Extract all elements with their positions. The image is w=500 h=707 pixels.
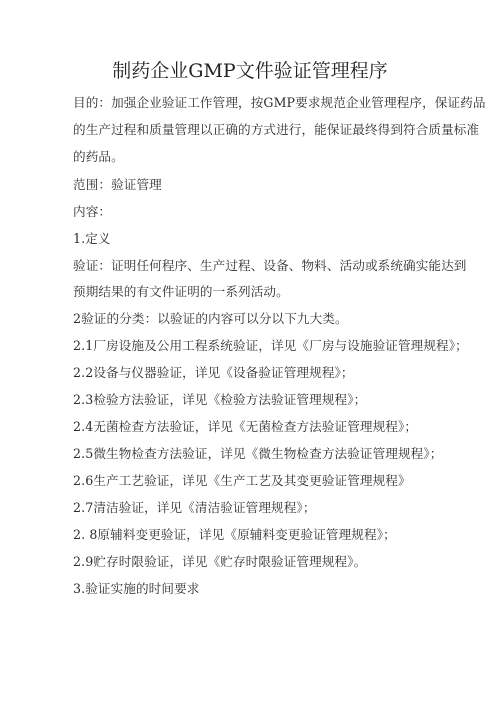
definition-line-2: 预期结果的有文件证明的一系列活动。 xyxy=(73,284,289,299)
list-item-2-8: 2. 8原辅料变更验证，详见《原辅料变更验证管理规程》； xyxy=(73,527,396,542)
document-title: 制药企业GMP文件验证管理程序 xyxy=(112,60,388,82)
list-item-2-4: 2.4无菌检查方法验证，详见《无菌检查方法验证管理规程》； xyxy=(73,419,418,434)
section-1-heading: 1.定义 xyxy=(73,231,111,246)
list-item-2-7: 2.7清洁验证，详见《清洁验证管理规程》； xyxy=(73,500,316,515)
content-heading: 内容： xyxy=(73,204,112,219)
section-3-heading: 3.验证实施的时间要求 xyxy=(73,581,200,596)
list-item-2-1: 2.1厂房设施及公用工程系统验证，详见《厂房与设施验证管理规程》； xyxy=(73,338,468,353)
purpose-line-2: 的生产过程和质量管理以正确的方式进行，能保证最终得到符合质量标准 xyxy=(73,122,480,137)
list-item-2-2: 2.2设备与仪器验证，详见《设备验证管理规程》； xyxy=(73,365,354,380)
definition-line-1: 验证：证明任何程序、生产过程、设备、物料、活动或系统确实能达到 xyxy=(73,258,467,273)
purpose-line-3: 的药品。 xyxy=(73,149,124,164)
list-item-2-6: 2.6生产工艺验证，详见《生产工艺及其变更验证管理规程》 xyxy=(73,473,411,488)
list-item-2-3: 2.3检验方法验证，详见《检验方法验证管理规程》； xyxy=(73,392,367,407)
list-item-2-9: 2.9贮存时限验证，详见《贮存时限验证管理规程》。 xyxy=(73,554,367,569)
purpose-line-1: 目的：加强企业验证工作管理，按GMP要求规范企业管理程序，保证药品 xyxy=(73,95,486,110)
scope-line: 范围：验证管理 xyxy=(73,177,162,192)
section-2-heading: 2验证的分类：以验证的内容可以分以下九大类。 xyxy=(73,311,348,326)
list-item-2-5: 2.5微生物检查方法验证，详见《微生物检查方法验证管理规程》； xyxy=(73,446,443,461)
